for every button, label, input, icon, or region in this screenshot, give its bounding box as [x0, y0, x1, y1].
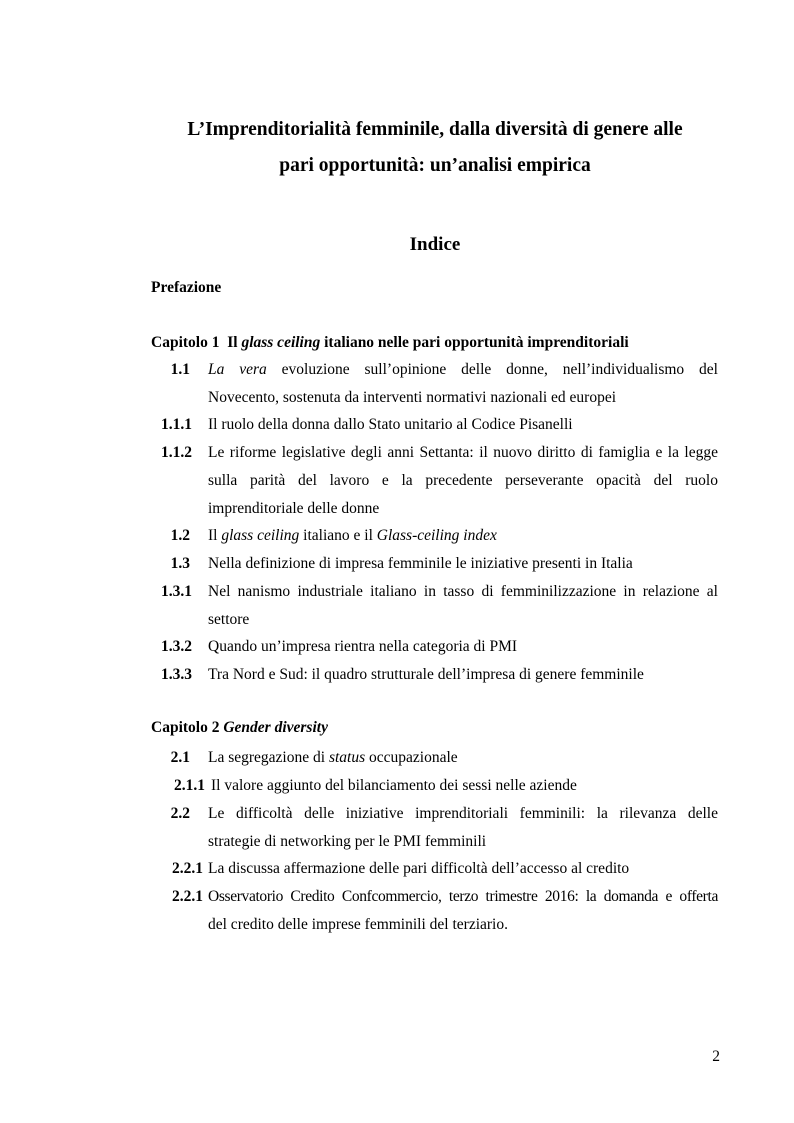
toc-line: La discussa affermazione delle pari difficoltà dell’accesso al credito — [208, 860, 630, 877]
chapter-2-title-italic: Gender diversity — [223, 719, 328, 736]
toc-line: Le difficoltà delle iniziative imprenditoriali femminili: la rilevanza delle — [208, 805, 718, 822]
toc-number: 1.3 — [170, 555, 190, 572]
toc-number: 2.2.1 — [172, 888, 203, 905]
chapter-2-label: Capitolo 2 — [151, 719, 220, 736]
chapter-1-heading — [151, 332, 629, 354]
toc-entry-1-2-text — [208, 522, 718, 550]
toc-line: Quando un’impresa rientra nella categoria di PMI — [208, 638, 518, 655]
toc-line: strategie di networking per le PMI femminili — [208, 833, 487, 850]
toc-line: Il ruolo della donna dallo Stato unitario al Codice Pisanelli — [208, 416, 573, 433]
toc-line: Novecento, sostenuta da interventi normativi nazionali ed europei — [208, 389, 617, 406]
toc-entry-1-3-1-text — [208, 578, 718, 634]
toc-line — [208, 744, 718, 772]
toc-number: 2.1 — [170, 749, 190, 766]
toc-italic-prefix: La vera — [208, 361, 267, 378]
toc-number: 1.2 — [170, 527, 190, 544]
toc-entry-1-1-text — [208, 356, 718, 412]
toc-line: sulla parità del lavoro e la precedente perseverante opacità del ruolo — [208, 472, 718, 489]
toc-line: settore — [208, 611, 250, 628]
toc-number: 1.3.3 — [161, 666, 192, 683]
toc-number: 1.1 — [170, 361, 190, 378]
toc-entry-1-1-1-text — [208, 411, 718, 439]
toc-entry-2-1-1-text — [211, 772, 721, 800]
toc-entry-2-2-1-text — [208, 855, 718, 883]
toc-entry-1-3-3-text — [208, 661, 718, 689]
toc-line: del credito delle imprese femminili del terziario. — [208, 916, 508, 933]
toc-entry-2-2-text — [208, 800, 718, 856]
toc-line: Nella definizione di impresa femminile le iniziative presenti in Italia — [208, 555, 633, 572]
page-number: 2 — [712, 1048, 720, 1065]
toc-line — [208, 356, 718, 384]
toc-entry-1-1-2-text — [208, 439, 718, 523]
toc-line-text: evoluzione sull’opinione delle donne, nell’individualismo del — [266, 361, 718, 378]
toc-number: 2.2 — [170, 805, 190, 822]
chapter-1-title-prefix: Il — [227, 334, 242, 351]
toc-entry-1-3-text — [208, 550, 718, 578]
toc-line-text: La segregazione di — [208, 749, 329, 766]
chapter-1-title-suffix: italiano nelle pari opportunità imprenditoriali — [320, 334, 629, 351]
document-title-line-2: pari opportunità: un’analisi empirica — [279, 155, 591, 176]
toc-line: Nel nanismo industriale italiano in tasso di femminilizzazione in relazione al — [208, 583, 718, 600]
toc-line-text: Il — [208, 527, 222, 544]
toc-entry-1-3-2-text — [208, 633, 718, 661]
chapter-1-title-italic: glass ceiling — [241, 334, 321, 351]
toc-number: 1.3.1 — [161, 583, 192, 600]
toc-entry-2-2-1-b-text — [208, 883, 718, 939]
toc-line-text: italiano e il — [299, 527, 377, 544]
toc-line — [208, 522, 718, 550]
chapter-1-label: Capitolo 1 — [151, 334, 220, 351]
toc-italic-text: glass ceiling — [221, 527, 300, 544]
toc-number: 2.2.1 — [172, 860, 203, 877]
toc-number: 2.1.1 — [174, 777, 205, 794]
toc-line: Tra Nord e Sud: il quadro strutturale dell’impresa di genere femminile — [208, 666, 644, 683]
toc-line-text: occupazionale — [365, 749, 458, 766]
preface-heading: Prefazione — [151, 279, 222, 296]
document-title-line-1: L’Imprenditorialità femminile, dalla diversità di genere alle — [187, 119, 683, 140]
toc-italic-text: status — [328, 749, 366, 766]
toc-number: 1.1.2 — [161, 444, 192, 461]
index-heading: Indice — [409, 234, 461, 255]
toc-entry-2-1-text — [208, 744, 718, 772]
toc-line: Il valore aggiunto del bilanciamento dei sessi nelle aziende — [211, 777, 577, 794]
toc-line: imprenditoriale delle donne — [208, 500, 380, 517]
toc-number: 1.1.1 — [161, 416, 192, 433]
toc-italic-text: Glass-ceiling index — [376, 527, 497, 544]
toc-line: Osservatorio Credito Confcommercio, terzo trimestre 2016: la domanda e offerta — [208, 888, 718, 905]
chapter-2-heading — [151, 717, 328, 739]
toc-number: 1.3.2 — [161, 638, 192, 655]
toc-line: Le riforme legislative degli anni Settanta: il nuovo diritto di famiglia e la legge — [208, 444, 718, 461]
